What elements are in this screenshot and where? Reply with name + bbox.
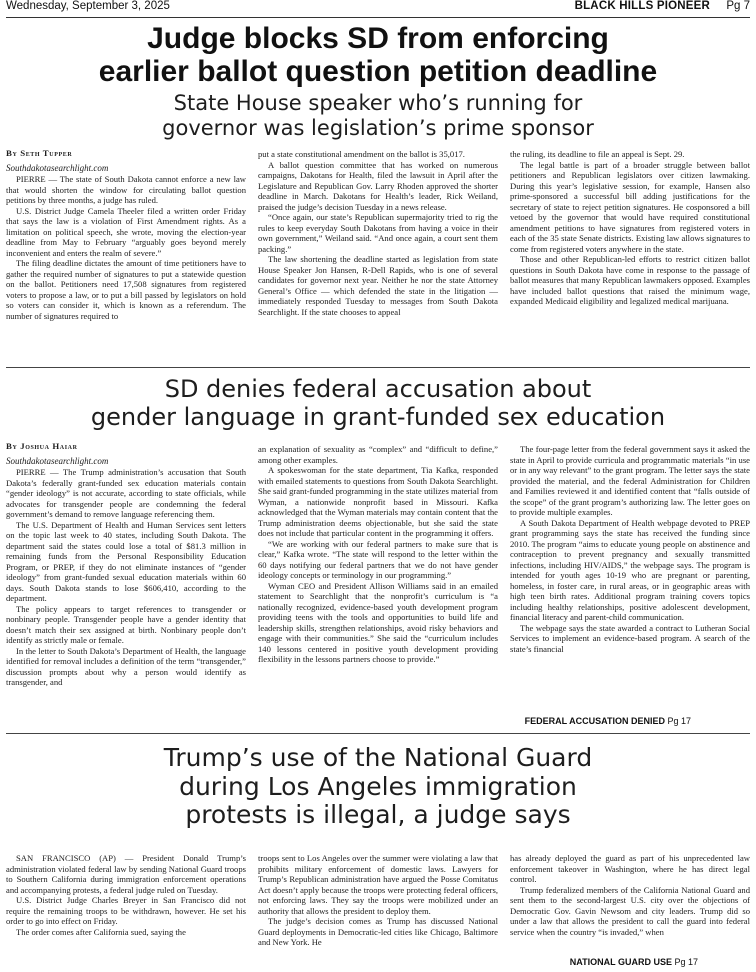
article3-paragraph: Trump federalized members of the California National Guard and sent them to the second-largest U.S. city over the objections of Democratic Gov. Gavin Newsom and city leaders. Trump did so under a law that allows the president to call the guard into federal service when the country “is invaded,” when	[510, 884, 750, 937]
article1-paragraph: the ruling, its deadline to file an appeal is Sept. 29.	[510, 149, 685, 159]
article2-paragraph: In the letter to South Dakota’s Department of Health, the language identified for removal includes a definition of the term “transgender,” discussion prompts about why a person would identify as transgender, and	[6, 645, 246, 687]
article1-paragraph: A ballot question committee that has worked on numerous campaigns, Dakotans for Health, filed the lawsuit in April after the Legislature and Republican Gov. Larry Rhoden approved the shorter deadline in March. Dakotans for Health’s leader, Rick Weiland, praised the judge’s decision Tuesday in a news release.	[258, 159, 498, 212]
article3-jump-page: Pg 17	[674, 957, 698, 967]
article2-paragraph: The webpage says the state awarded a contract to Lutheran Social Services to implement an evidence-based program. A search of the state’s financial	[510, 622, 750, 654]
page-header	[6, 0, 750, 16]
article3-paragraph: The order comes after California sued, saying the	[16, 926, 186, 937]
article3-headline-line2: during Los Angeles immigration	[179, 771, 577, 801]
article1-paragraph: Those and other Republican-led efforts to restrict citizen ballot questions in South Dakota have come in response to the passage of ballot measures that many Republican lawmakers opposed. Examples have included ballot questions that raised the minimum wage, expanded Medicaid eligibility and legalized medical marijuana.	[510, 254, 750, 306]
article2-jump-page: Pg 17	[667, 716, 691, 726]
article2-headline	[0, 375, 756, 431]
article3-paragraph: troops sent to Los Angeles over the summer were violating a law that prohibits military enforcement of domestic laws. Lawyers for Trump’s Republican administration have argued the Posse Comitatus Act doesn’t apply because the troops were protecting federal officers, not enforcing laws. They say the troops were mobilized under an authority that allows the president to deploy them.	[258, 853, 498, 916]
section-divider	[6, 733, 750, 734]
article2-source: Southdakotasearchlight.com	[6, 455, 109, 466]
article3-headline-line1: Trump’s use of the National Guard	[163, 743, 593, 772]
article3-jump-label: NATIONAL GUARD USE	[569, 957, 672, 967]
article2-jump-label: FEDERAL ACCUSATION DENIED	[524, 716, 665, 726]
article3-column-1	[6, 853, 246, 937]
article1-headline	[0, 22, 756, 88]
article2-byline: By Joshua Haiar	[6, 441, 78, 451]
header-rule	[6, 17, 750, 18]
article1-paragraph: put a state constitutional amendment on the ballot is 35,017.	[258, 149, 465, 159]
article3-paragraph: U.S. District Judge Charles Breyer in San Francisco did not require the remaining troops to be withdrawn, however. He set his order to go into effect on Friday.	[6, 895, 246, 926]
article1-paragraph: U.S. District Judge Camela Theeler filed a written order Friday that says the law is a violation of First Amendment rights. As a limitation on political speech, she wrote, moving the election-year deadline from May to February “arguably goes beyond merely inconvenient and enters the realm of severe.”	[6, 205, 246, 258]
article1-headline-line2: earlier ballot question petition deadline	[98, 55, 658, 88]
article1-column-2	[258, 149, 498, 317]
article1-column-3	[510, 149, 750, 307]
article1-paragraph: “Once again, our state’s Republican supermajority tried to rig the rules to keep everyday South Dakotans from having a voice in their own government,” Weiland said. “And once again, a court sent them packing.”	[258, 212, 498, 254]
article2-paragraph: A South Dakota Department of Health webpage devoted to PREP grant programming says the state has received the funding since 2010. The program “aims to educate young people on abstinence and contraception to prevent pregnancy and sexually transmitted infections, including HIV/AIDS,” the webpage says. The program is intended for youth ages 10-19 who are pregnant or parenting, homeless, in foster care, in rural areas, or in geographic areas with high teen birth rates. Additional program training covers topics including healthy relationships, positive adolescent development, financial literacy and parent-child communication.	[510, 517, 750, 622]
article1-headline-line1: Judge blocks SD from enforcing	[147, 22, 609, 55]
section-divider	[6, 367, 750, 368]
article1-subhead-line2: governor was legislation’s prime sponsor	[162, 116, 594, 140]
article2-paragraph: “We are working with our federal partners to make sure that is clear,” Kafka wrote. “The state will respond to the letter within the 60 days notifying our federal partners that we do not have gender ideology concepts or terminology in our programming.”	[258, 538, 498, 580]
article3-jump-line[interactable]	[570, 957, 698, 967]
article3-paragraph: SAN FRANCISCO (AP) — President Donald Trump’s administration violated federal law by sending National Guard troops to Southern California during immigration enforcement operations and accompanying protests, a federal judge ruled on Tuesday.	[6, 853, 246, 895]
article2-paragraph: an explanation of sexuality as “complex” and “difficult to define,” among other examples.	[258, 444, 498, 465]
article2-headline-line2: gender language in grant-funded sex education	[90, 403, 666, 431]
article3-paragraph: has already deployed the guard as part of his unprecedented law enforcement takeover in Washington, where he has direct legal control.	[510, 853, 750, 884]
article2-headline-line1: SD denies federal accusation about	[164, 375, 592, 403]
article1-subhead-line1: State House speaker who’s running for	[173, 91, 583, 115]
article2-paragraph: The policy appears to target references to transgender or nonbinary people. Transgender people have a gender identity that doesn’t match their sex assigned at birth. Nonbinary people don’t identify as strictly male or female.	[6, 603, 246, 645]
article1-paragraph: The filing deadline dictates the amount of time petitioners have to gather the required number of signatures to put a statewide question on the ballot. Petitioners need 17,508 signatures from registered voters to propose a law, or to put a bill passed by legislators on hold so voters can consider it, which is known as a referendum. The number of signatures required to	[6, 258, 246, 321]
article2-paragraph: The U.S. Department of Health and Human Services sent letters on the topic last week to 40 states, including South Dakota. The department said the states could lose a total of $81.3 million in remaining funds from the Personal Responsibility Education Program, or PREP, if they do not eliminate instances of “gender ideology” from grant-funded sexual education materials within 60 days. South Dakota stands to lose $606,410, according to the department.	[6, 519, 246, 603]
article3-headline-line3: protests is illegal, a judge says	[185, 800, 571, 829]
article2-paragraph: PIERRE — The Trump administration’s accusation that South Dakota’s federally grant-funded sex education materials contain “gender ideology” is not accurate, according to state officials, while advocates for transgender people are condemning the federal government’s demand to remove language referencing them.	[6, 467, 246, 519]
article2-column-1	[6, 441, 246, 688]
article2-column-3	[510, 444, 750, 654]
article2-jump-line[interactable]	[525, 716, 691, 726]
issue-date: Wednesday, September 3, 2025	[6, 0, 170, 12]
article3-column-3	[510, 853, 750, 937]
article3-paragraph: The judge’s decision comes as Trump has discussed National Guard deployments in Democratic-led cities like Chicago, Baltimore and New York. He	[258, 916, 498, 947]
article2-paragraph: Wyman CEO and President Allison Williams said in an emailed statement to Searchlight that the nonprofit’s curriculum is “a nationally recognized, evidence-based youth development program providing teens with the tools and opportunities to build life and leadership skills, strengthen relationships, avoid risky behaviors and engage with their communities.” She said the “curriculum includes 140 lessons centered in positive youth development providing flexibility in the lessons partners choose to provide.”	[258, 580, 498, 664]
newspaper-name: BLACK HILLS PIONEER	[574, 0, 710, 12]
article1-byline: By Seth Tupper	[6, 148, 73, 158]
article1-source: Southdakotasearchlight.com	[6, 162, 109, 173]
article2-paragraph: The four-page letter from the federal government says it asked the state in April to provide curricula and programmatic materials “in use or in any way relevant” to the grant program. The letter says the state provided the material, and the federal Administration for Children and Families reviewed it and identified content that “falls outside of the scope” of the grant program’s authorizing law. The letter goes on to provide multiple examples.	[510, 444, 750, 517]
article1-paragraph: PIERRE — The state of South Dakota cannot enforce a new law that would shorten the window for circulating ballot question petitions by three months, a judge has ruled.	[6, 174, 246, 205]
article2-paragraph: A spokeswoman for the state department, Tia Kafka, responded with emailed statements to questions from South Dakota Searchlight. She said grant-funded programming in the state utilizes material from Wyman, a nationwide nonprofit based in Missouri. Kafka acknowledged that the Wyman materials may contain content that the Trump administration deems objectionable, but she said the state does not include that particular content in the programming it offers.	[258, 465, 498, 538]
article1-paragraph: The law shortening the deadline started as legislation from state House Speaker Jon Hansen, R-Dell Rapids, who is one of several candidates for governor next year. Neither he nor the state Attorney General’s Office — which defended the state in the litigation — immediately responded Tuesday to messages from South Dakota Searchlight. If the state chooses to appeal	[258, 254, 498, 317]
article1-subhead	[0, 91, 756, 141]
article1-paragraph: The legal battle is part of a broader struggle between ballot petitioners and Republican legislators over citizen lawmaking. During this year’s legislative session, for example, Hansen also prime-sponsored a successful bill adding justifications for the secretary of state to reject petition signatures. He cosponsored a bill vetoed by the governor that would have required constitutional amendment petitions to have signatures from registered voters in each of the 35 state Senate districts. Existing law allows signatures to come from registered voters anywhere in the state.	[510, 159, 750, 254]
article1-column-1	[6, 148, 246, 321]
article3-headline	[0, 744, 756, 830]
article2-column-2	[258, 444, 498, 665]
page-number: Pg 7	[726, 0, 750, 12]
article3-column-2	[258, 853, 498, 948]
